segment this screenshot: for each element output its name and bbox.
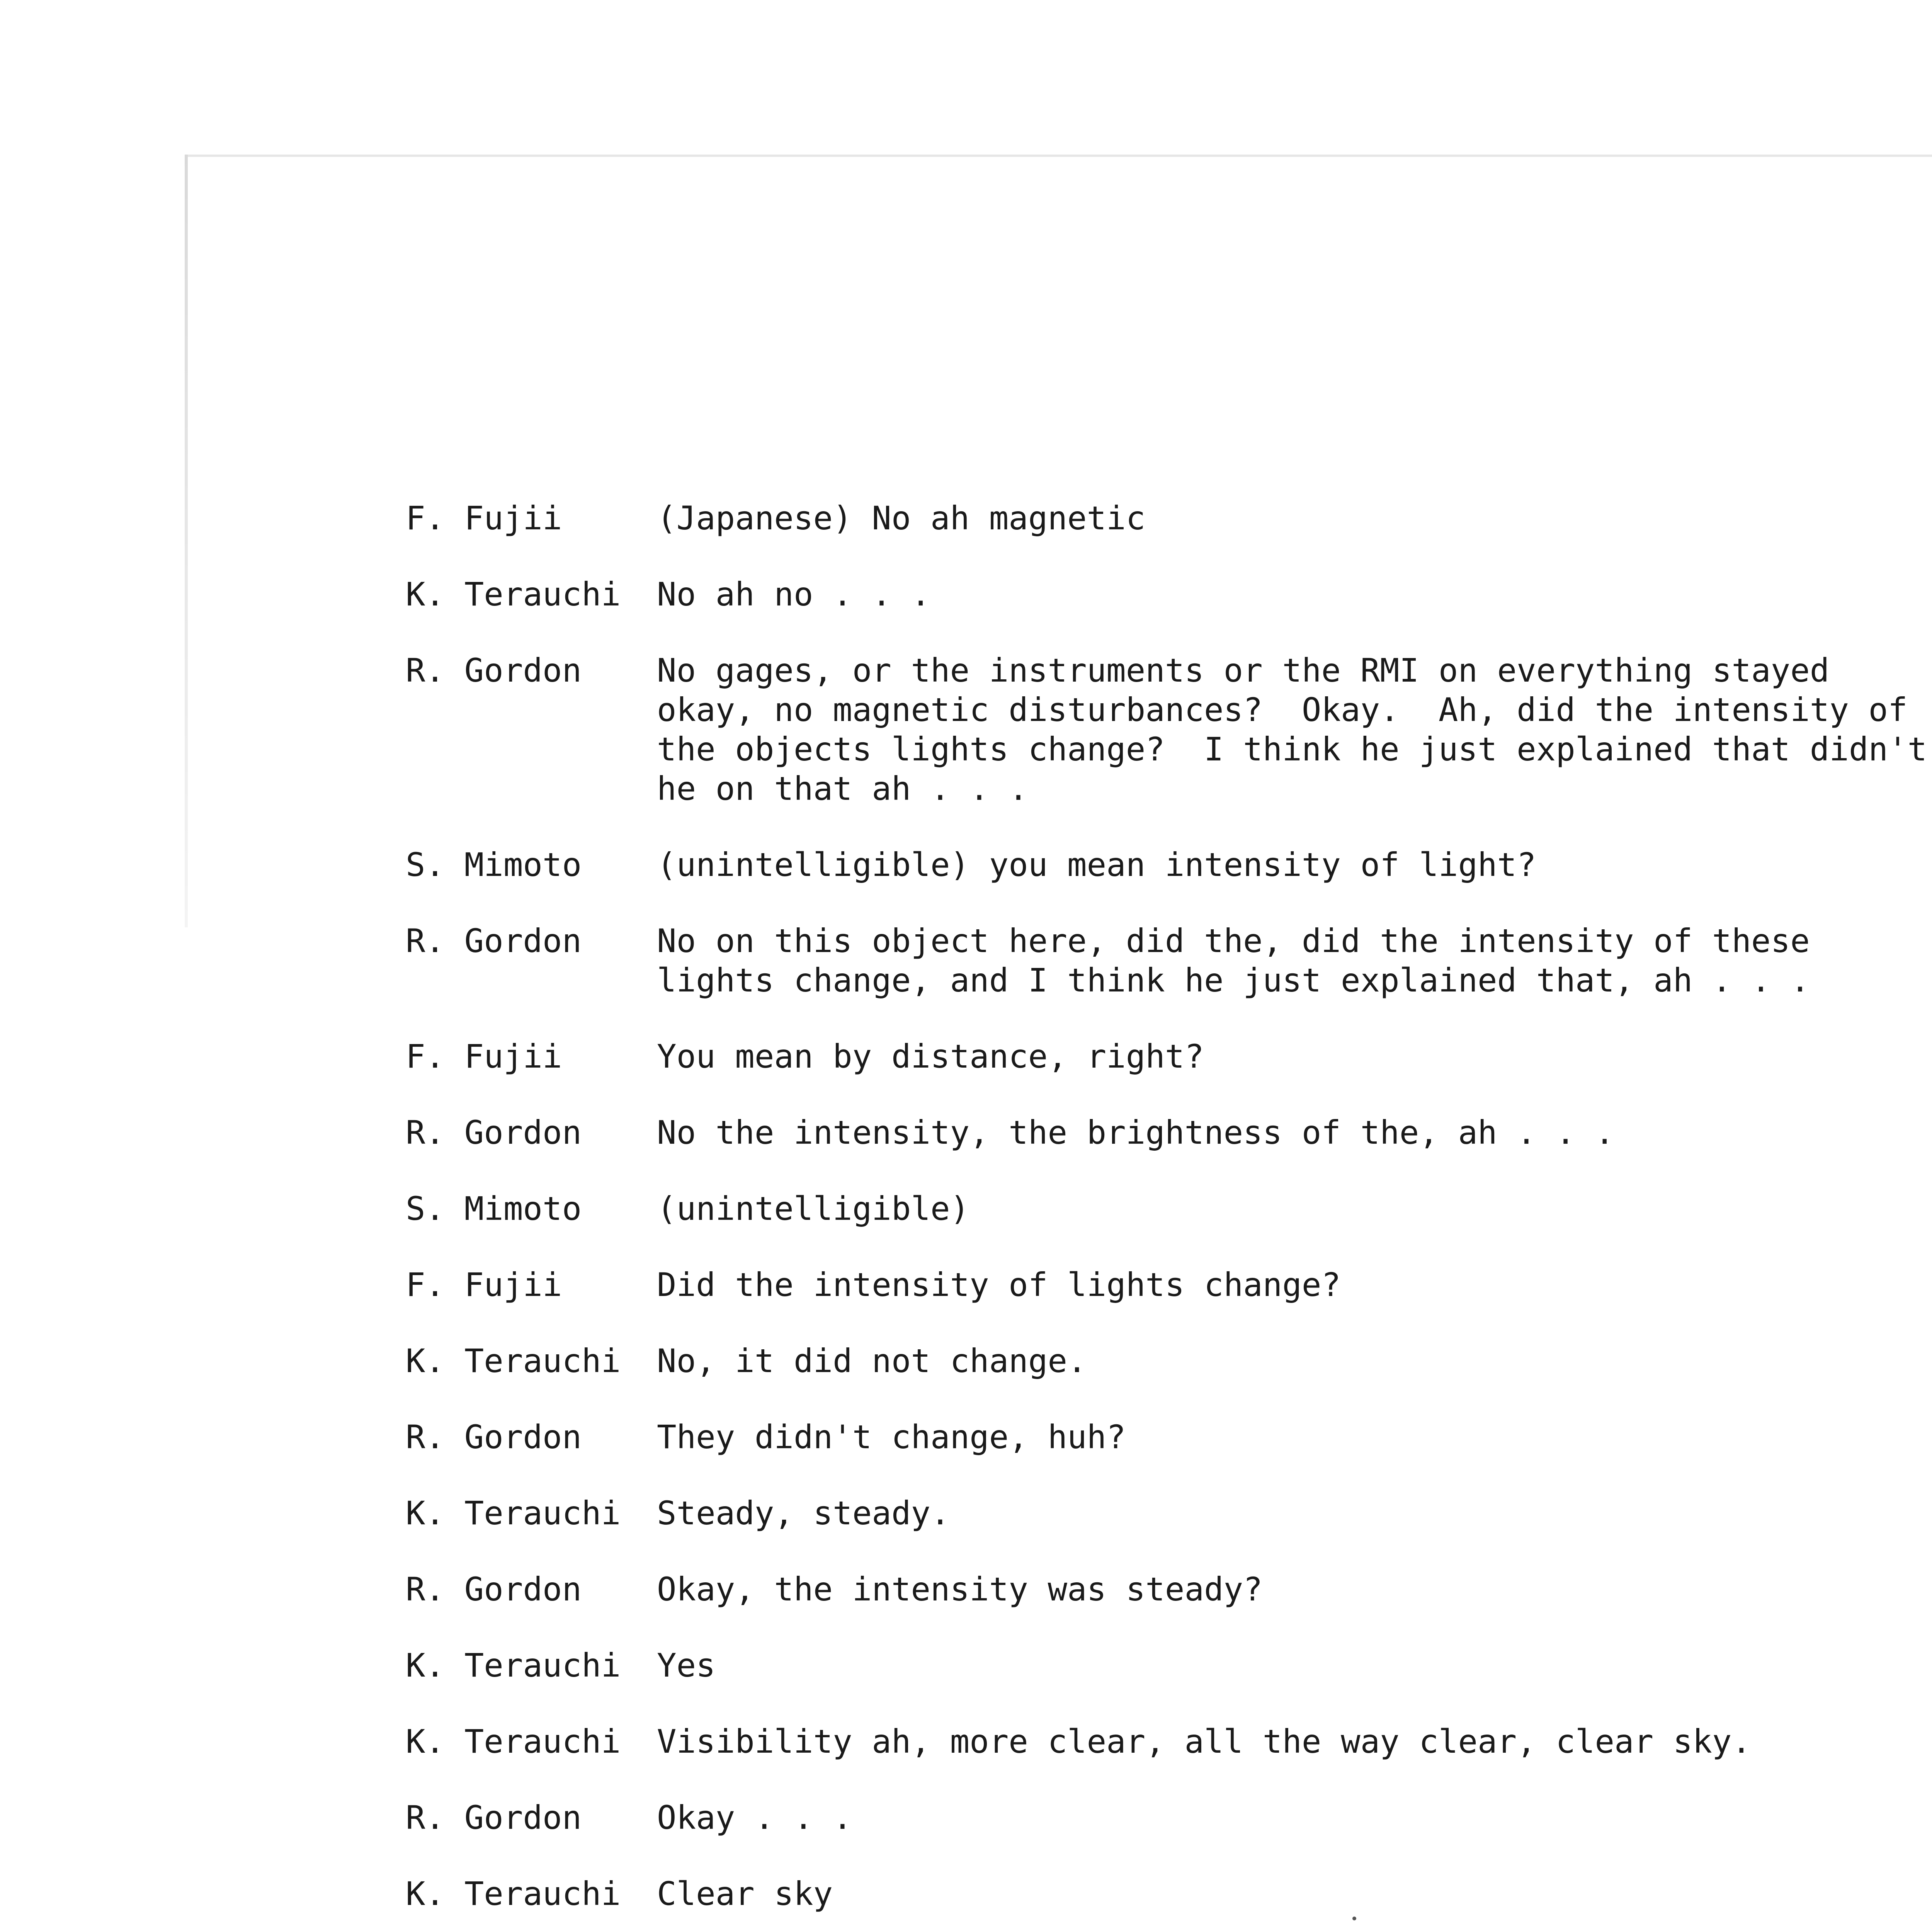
speaker-name: K. Terauchi xyxy=(406,1494,621,1532)
utterance-text: No on this object here, did the, did the intensity of these lights change, and I think he just explained that, ah . . . xyxy=(657,922,1810,999)
speaker-name: F. Fujii xyxy=(406,1037,562,1075)
scan-speck xyxy=(1352,1917,1356,1920)
utterance-text: Yes xyxy=(657,1646,716,1684)
utterance-text: They didn't change, huh? xyxy=(657,1418,1126,1456)
speaker-name: R. Gordon xyxy=(406,1799,582,1837)
speaker-name: R. Gordon xyxy=(406,1114,582,1151)
speaker-name: R. Gordon xyxy=(406,1418,582,1456)
transcript-entry xyxy=(406,575,1932,614)
transcript-entry xyxy=(406,1265,1932,1304)
paper-edge-top xyxy=(185,155,1932,157)
transcript-entry xyxy=(406,1341,1932,1381)
speaker-name: S. Mimoto xyxy=(406,846,582,884)
transcript-entry xyxy=(406,1189,1932,1228)
transcript-entry xyxy=(406,1722,1932,1761)
speaker-name: R. Gordon xyxy=(406,1570,582,1608)
interview-transcript xyxy=(406,498,1932,1932)
speaker-name: R. Gordon xyxy=(406,651,582,689)
transcript-entry xyxy=(406,1417,1932,1457)
utterance-text: Steady, steady. xyxy=(657,1494,950,1532)
utterance-text: Clear sky xyxy=(657,1875,833,1913)
speaker-name: F. Fujii xyxy=(406,1266,562,1304)
speaker-name: K. Terauchi xyxy=(406,575,621,613)
utterance-text: Okay, the intensity was steady? xyxy=(657,1570,1263,1608)
speaker-name: K. Terauchi xyxy=(406,1646,621,1684)
speaker-name: K. Terauchi xyxy=(406,1723,621,1760)
utterance-text: Did the intensity of lights change? xyxy=(657,1266,1341,1304)
transcript-entry xyxy=(406,921,1932,1000)
utterance-text: You mean by distance, right? xyxy=(657,1037,1204,1075)
utterance-text: Okay . . . xyxy=(657,1799,852,1837)
speaker-name: R. Gordon xyxy=(406,922,582,960)
transcript-entry xyxy=(406,1113,1932,1152)
transcript-entry xyxy=(406,1646,1932,1685)
transcript-entry xyxy=(406,1570,1932,1609)
utterance-text: No, it did not change. xyxy=(657,1342,1087,1380)
transcript-entry xyxy=(406,1037,1932,1076)
utterance-text: (unintelligible) you mean intensity of light? xyxy=(657,846,1536,884)
transcript-entry xyxy=(406,498,1932,538)
utterance-text: Visibility ah, more clear, all the way clear, clear sky. xyxy=(657,1723,1752,1760)
transcript-entry xyxy=(406,1874,1932,1913)
utterance-text: No the intensity, the brightness of the, ah . . . xyxy=(657,1114,1615,1151)
utterance-text: No ah no . . . xyxy=(657,575,931,613)
utterance-text: No gages, or the instruments or the RMI on everything stayed okay, no magnetic disturbances? Okay. Ah, did the intensity of the objects lights change? I think he just explained that didn't he on that ah . . . xyxy=(657,651,1927,808)
transcript-entry xyxy=(406,1798,1932,1837)
utterance-text: (Japanese) No ah magnetic xyxy=(657,499,1146,537)
transcript-entry xyxy=(406,845,1932,884)
transcript-entry xyxy=(406,1493,1932,1533)
speaker-name: F. Fujii xyxy=(406,499,562,537)
paper-edge-left xyxy=(185,155,188,927)
utterance-text: (unintelligible) xyxy=(657,1190,970,1228)
speaker-name: K. Terauchi xyxy=(406,1342,621,1380)
transcript-entry xyxy=(406,651,1932,808)
speaker-name: S. Mimoto xyxy=(406,1190,582,1228)
speaker-name: K. Terauchi xyxy=(406,1875,621,1913)
